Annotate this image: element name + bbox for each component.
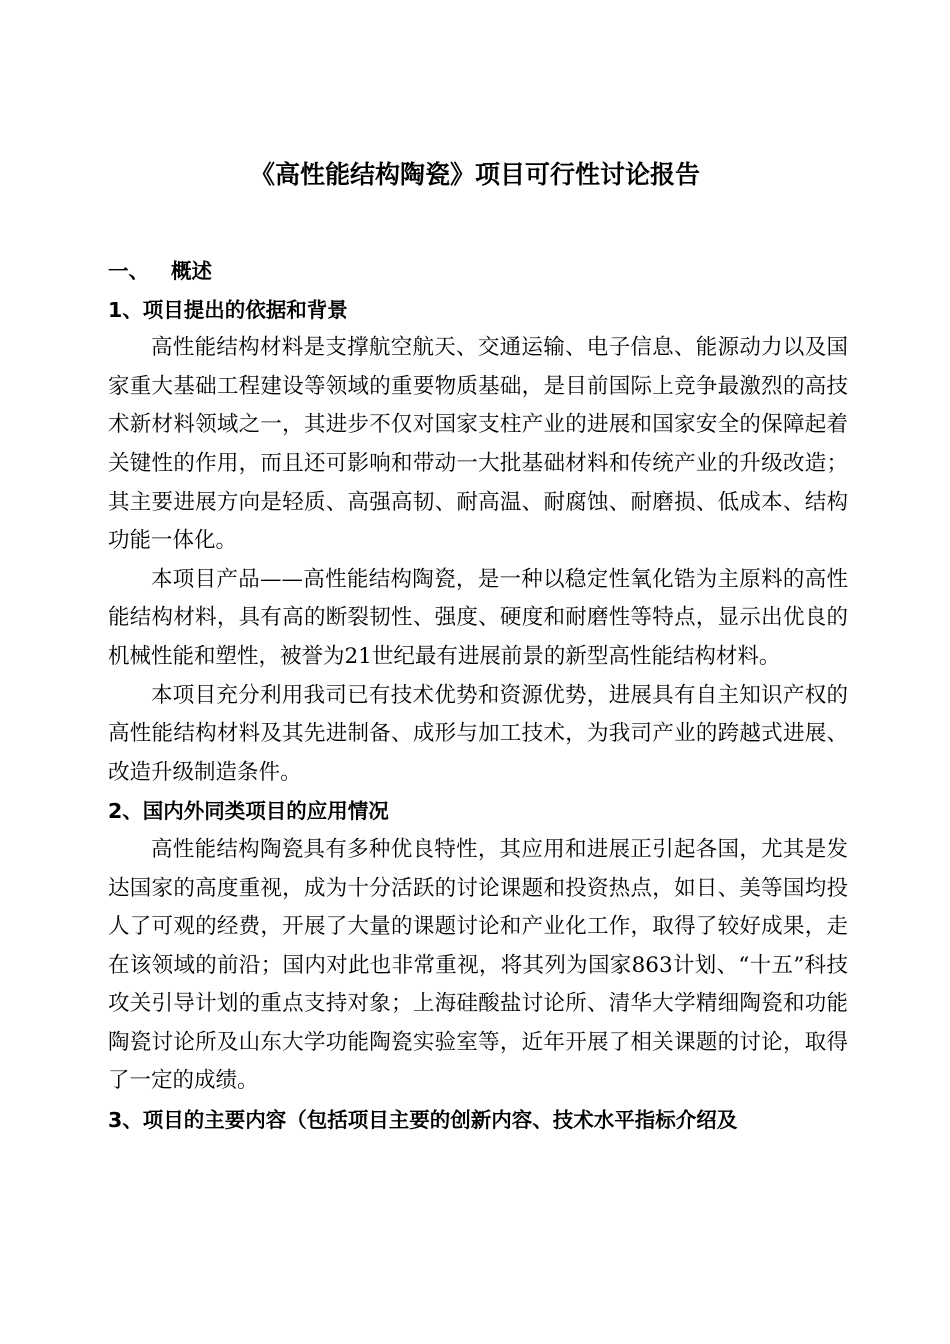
section-label: 概述	[171, 259, 212, 283]
paragraph-product: 本项目产品——高性能结构陶瓷，是一种以稳定性氧化锆为主原料的高性能结构材料，具有高的断裂韧性、强度、硬度和耐磨性等特点，显示出优良的机械性能和塑性，被誉为21世纪最有进展前景的新型高性能结构材料。	[108, 566, 848, 669]
document-title: 《高性能结构陶瓷》项目可行性讨论报告	[249, 160, 700, 189]
paragraph-advantage: 本项目充分利用我司已有技术优势和资源优势，进展具有自主知识产权的高性能结构材料及其先进制备、成形与加工技术，为我司产业的跨越式进展、改造升级制造条件。	[108, 682, 848, 785]
subheading-domestic-foreign: 2、国内外同类项目的应用情况	[108, 799, 389, 824]
section-number: 一、	[108, 259, 149, 283]
subheading-basis-background: 1、项目提出的依据和背景	[108, 297, 348, 322]
document-body	[108, 252, 848, 1140]
subheading-main-content: 3、项目的主要内容（包括项目主要的创新内容、技术水平指标介绍及	[108, 1108, 738, 1133]
paragraph-background: 高性能结构材料是支撑航空航天、交通运输、电子信息、能源动力以及国家重大基础工程建设等领域的重要物质基础，是目前国际上竞争最激烈的高技术新材料领域之一，其进步不仅对国家支柱产业的进展和国家安全的保障起着关键性的作用，而且还可影响和带动一大批基础材料和传统产业的升级改造；其主要进展方向是轻质、高强高韧、耐高温、耐腐蚀、耐磨损、低成本、结构功能一体化。	[108, 335, 848, 554]
section-heading-overview	[108, 252, 848, 291]
paragraph-application: 高性能结构陶瓷具有多种优良特性，其应用和进展正引起各国，尤其是发达国家的高度重视，成为十分活跃的讨论课题和投资热点，如日、美等国均投人了可观的经费，开展了大量的课题讨论和产业化工作，取得了较好成果，走在该领域的前沿；国内对此也非常重视，将其列为国家863计划、“十五”科技攻关引导计划的重点支持对象；上海硅酸盐讨论所、清华大学精细陶瓷和功能陶瓷讨论所及山东大学功能陶瓷实验室等，近年开展了相关课题的讨论，取得了一定的成绩。	[108, 836, 848, 1094]
